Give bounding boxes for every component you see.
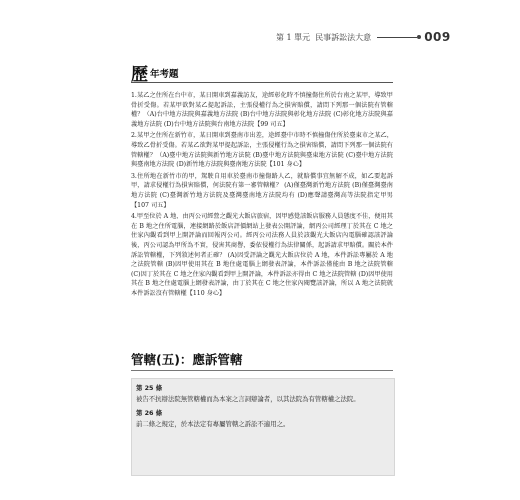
running-header: [276, 30, 451, 44]
article-text: 被告不抗辯法院無管轄權而為本案之言詞辯論者，以其法院為有管轄權之法院。: [136, 395, 360, 403]
page-number: 009: [424, 30, 451, 44]
header-dot-icon: [417, 35, 421, 39]
question-item: 2.某甲之住所在新竹市，某日開車到臺南市出差，途經臺中市時不慎撞傷住所於臺東市之某乙，導致乙骨折受傷。若某乙欲對某甲提起訴訟，主張侵權行為之損害賠償，請問下列那一個法院有管轄權？（A)臺中地方法院與新竹地方法院 (B)臺中地方法院與臺東地方法院 (C)臺中地方法院與臺南地方法院 (D)新竹地方法院與臺南地方法院【101 身心】: [131, 132, 393, 169]
article-title: 第 25 條: [136, 384, 163, 392]
article-text: 前二條之規定，於本法定有專屬管轄之訴訟不適用之。: [136, 420, 290, 428]
exam-section-badge: 歷: [131, 65, 148, 85]
section-divider: [131, 370, 393, 371]
law-article-box: [131, 378, 395, 476]
exam-section-label: 年考題: [150, 68, 179, 80]
question-item: 4.甲至位於 A 地、由丙公司經營之觀光大飯店旅宿，因甲感覺該飯店服務人員態度不佳，便用其在 B 地之住所電腦，連接網路於飯店評價網站上發表公開評論，網丙公司經理丁於其在 C 地之住家內觀看到甲上開評論而回報丙公司。經丙公司法務人員於該觀光大飯店內電腦確認該評論後，丙公司認為甲所為不實，侵害其商譽，委依侵權行為法律關係，起訴請求甲賠償。關於本件訴訟管轄權，下列敘述何者正確？ (A)因受評論之觀光大飯店位於 A 地，本件訴訟專屬於 A 地之法院管轄 (B)因甲使用其在 B 地住處電腦上網發表評論，本件訴訟僅能由 B 地之法院管轄 (C)因丁於其在 C 地之住家內觀看到甲上開評論，本件訴訟亦得由 C 地之法院管轄 (D)因甲使用其在 B 地之住處電腦上網發表評論，由丁於其在 C 地之住家內閱覽該評論，所以 A 地之法院就本件訴訟沒有管轄權【110 身心】: [131, 213, 393, 297]
question-item: 1.某乙之住所在台中市，某日開車到嘉義訪友，途經彰化時不慎撞傷住所於台南之某甲，導致甲骨折受傷。若某甲欲對某乙提起訴訟，主張侵權行為之損害賠償，請問下列那一個法院有管轄權？（A)台中地方法院與嘉義地方法院 (B)台中地方法院與彰化地方法院 (C)彰化地方法院與嘉義地方法院 (D)台中地方法院與台南地方法院【99 司五】: [131, 92, 393, 128]
article-title: 第 26 條: [136, 409, 163, 417]
question-item: 3.住所地在新竹市的甲，駕駛自用車於臺南市撞傷路人乙，就賠償事宜無解不成，如乙要起訴甲，請求侵權行為損害賠償，何法院有第一審管轄權？ (A)僅臺灣新竹地方法院 (B)僅臺灣臺南地方法院 (C)臺灣新竹地方法院及臺灣臺南地方法院均有 (D)應聲請臺灣高等法院指定甲男【107 司五】: [131, 172, 393, 209]
section-title: 管轄(五)：應訴管轄: [131, 352, 243, 367]
exam-title-divider: [131, 82, 393, 83]
header-rule: [377, 37, 417, 38]
header-chapter: 第 1 單元: [276, 32, 311, 42]
question-list: [131, 91, 393, 300]
header-title: 民事訴訟法大意: [315, 32, 372, 42]
